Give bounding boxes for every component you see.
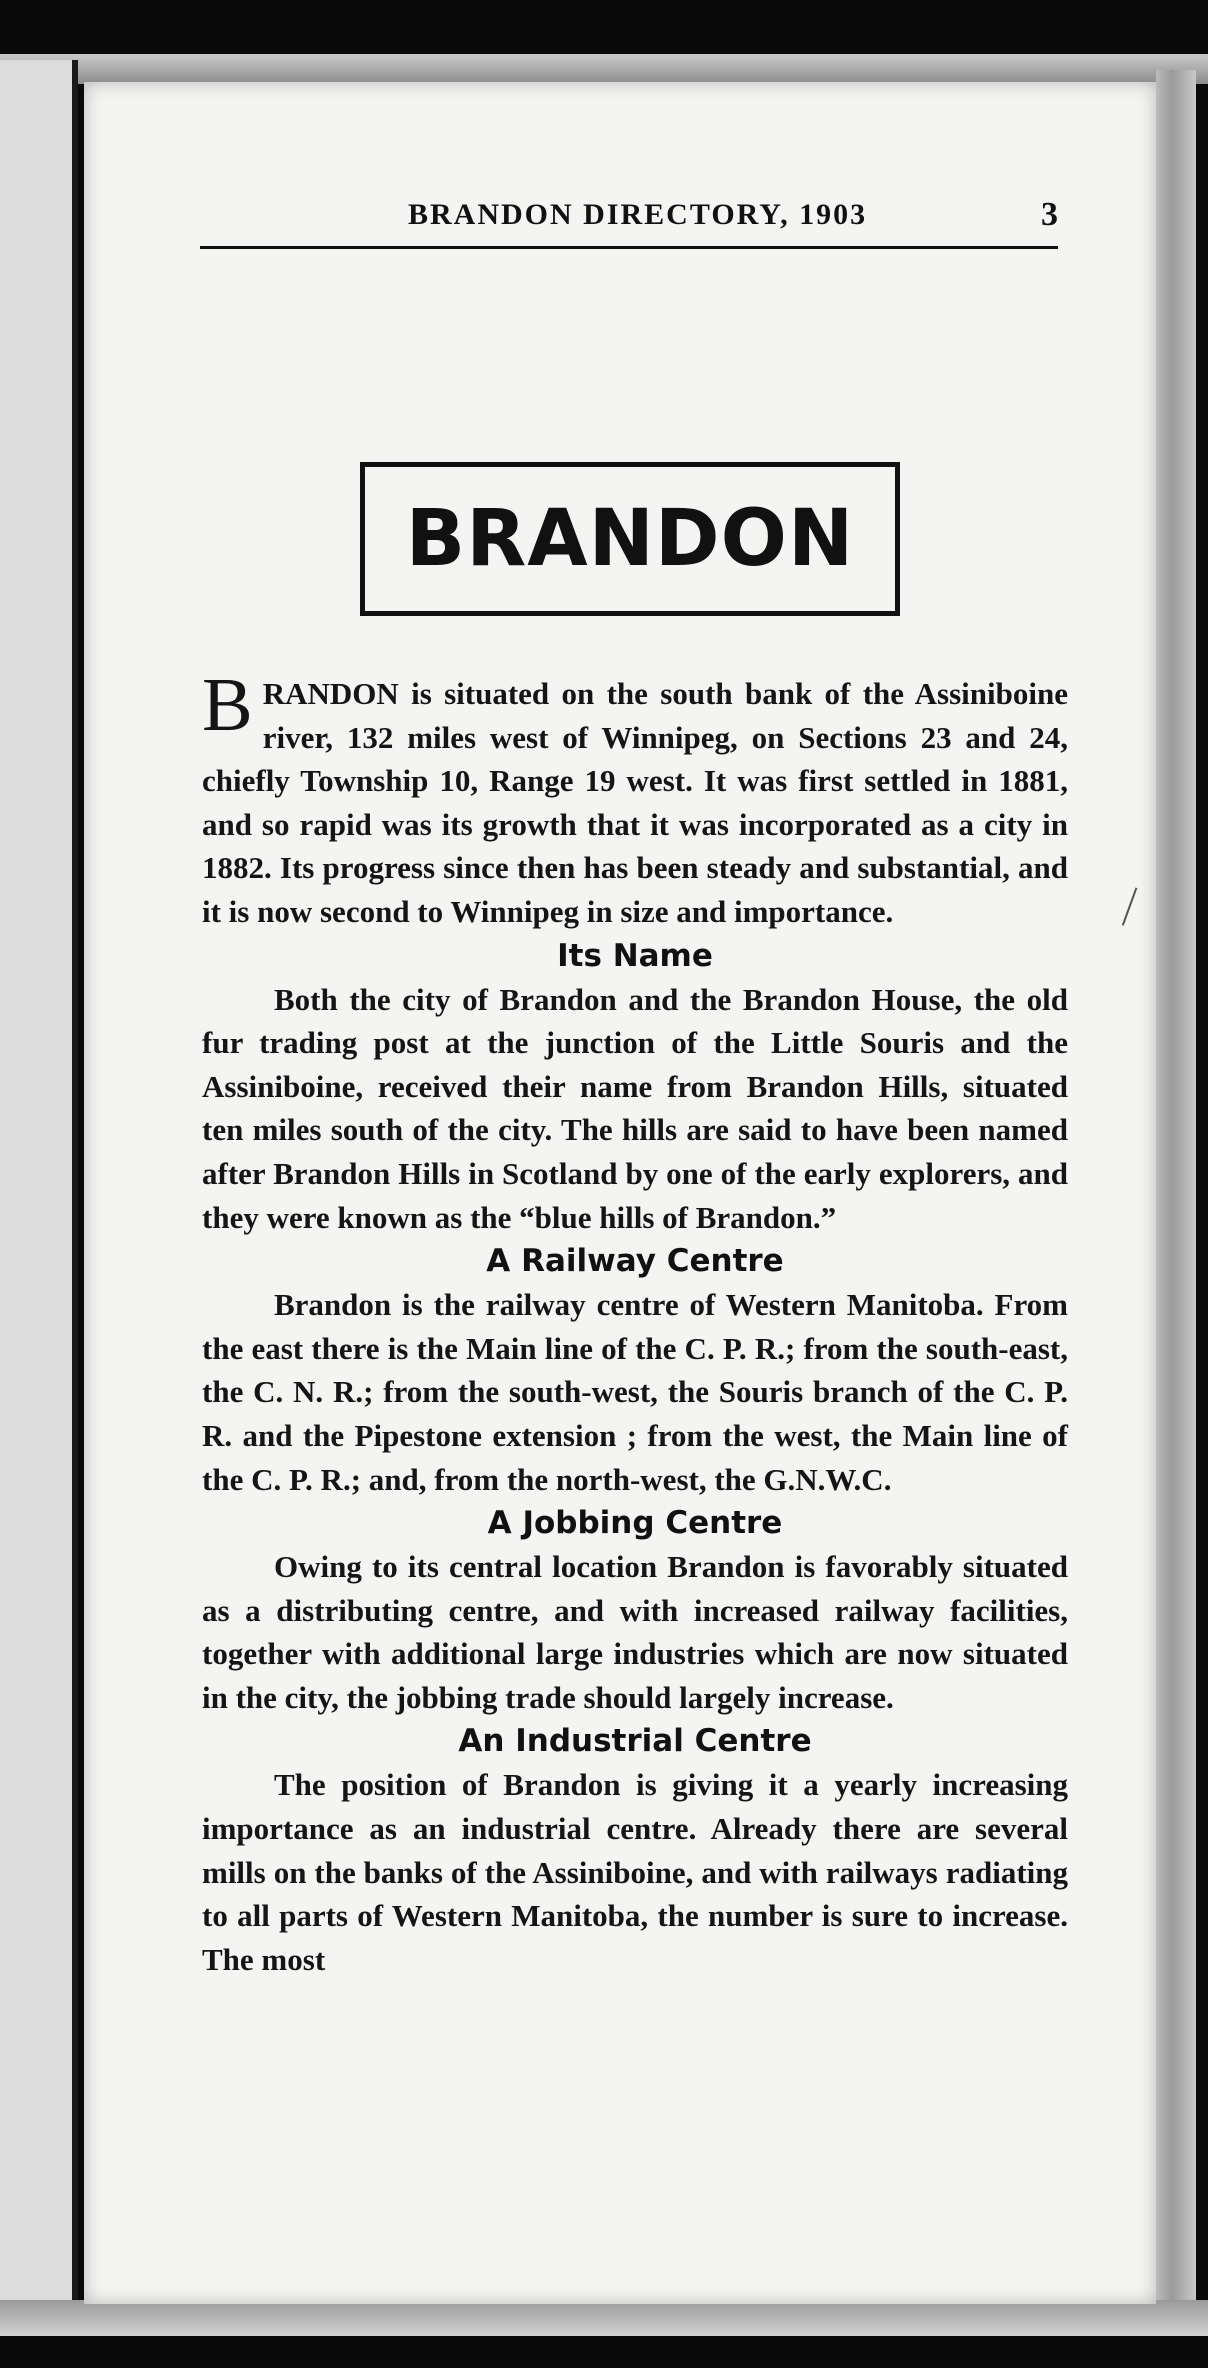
left-page-edge bbox=[0, 60, 78, 2310]
section-heading: A Railway Centre bbox=[486, 1243, 784, 1280]
section-heading: A Jobbing Centre bbox=[487, 1505, 783, 1542]
intro-paragraph bbox=[202, 663, 1068, 934]
running-header bbox=[200, 198, 1058, 249]
right-page-edge bbox=[1156, 70, 1196, 2310]
page-title: BRANDON bbox=[405, 494, 855, 584]
book-bottom-edge bbox=[0, 2300, 1208, 2336]
section-heading: Its Name bbox=[557, 937, 713, 974]
section-paragraph: Owing to its central location Brandon is favorably situated as a distributing centre, and with increased railway facilities, together with additional large industries which are now situated in the city, the jobbing trade should largely increase. bbox=[202, 1549, 1068, 1715]
section-paragraph: Brandon is the railway centre of Western Manitoba. From the east there is the Main line of the C. P. R.; from the south-east, the C. N. R.; from the south-west, the Souris branch of the C. P. R. and the Pipestone extension ; from the west, the Main line of the C. P. R.; and, from the north-west, the G.N.W.C. bbox=[202, 1287, 1068, 1497]
header-title: BRANDON DIRECTORY, 1903 bbox=[408, 198, 868, 231]
title-box bbox=[360, 462, 900, 616]
section-heading: An Industrial Centre bbox=[458, 1723, 812, 1760]
section-paragraph: The position of Brandon is giving it a yearly increasing importance as an industrial centre. Already there are several mills on the banks of the Assiniboine, and with railways radiating to all parts of Western Manitoba, the number is sure to increase. The most bbox=[202, 1767, 1068, 1977]
drop-cap: B bbox=[202, 663, 253, 747]
intro-text: RANDON is situated on the south bank of the Assiniboine river, 132 miles west of Winnipeg, on Sections 23 and 24, chiefly Township 10, Range 19 west. It was first settled in 1881, and so rapid was its growth that it was incorporated as a city in 1882. Its progress since then has been steady and substantial, and it is now second to Winnipeg in size and importance. bbox=[202, 676, 1068, 929]
page-number: 3 bbox=[1041, 196, 1058, 233]
body-text bbox=[202, 663, 1068, 1981]
section-paragraph: Both the city of Brandon and the Brandon House, the old fur trading post at the junction of the Little Souris and the Assiniboine, received their name from Brandon Hills, situated ten miles south of the city. The hills are said to have been named after Brandon Hills in Scotland by one of the early explorers, and they were known as the “blue hills of Brandon.” bbox=[202, 981, 1068, 1235]
book-top-edge bbox=[0, 54, 1208, 84]
